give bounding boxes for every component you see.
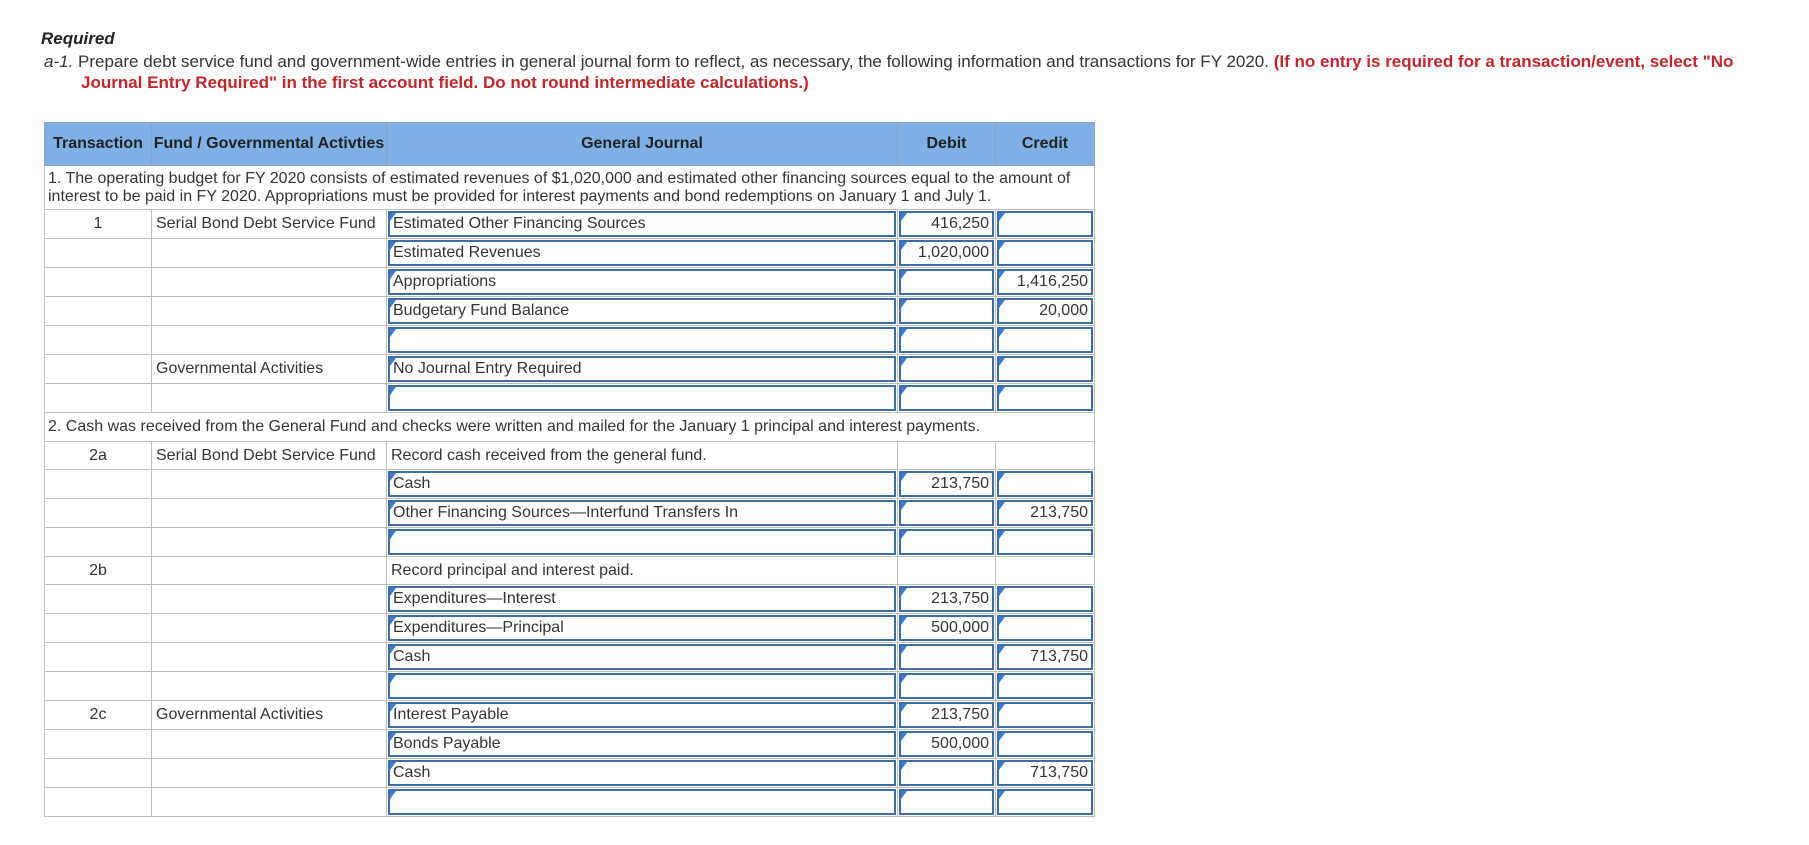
fund-cell: [152, 499, 387, 528]
credit-field[interactable]: 713,750: [997, 760, 1093, 786]
transaction-cell: [45, 326, 152, 355]
account-cell: [387, 614, 898, 643]
credit-cell: [996, 499, 1095, 528]
debit-field[interactable]: [899, 269, 994, 295]
transaction-cell: [45, 614, 152, 643]
transaction-cell: [45, 355, 152, 384]
account-cell: [387, 788, 898, 817]
account-field[interactable]: Estimated Other Financing Sources: [388, 211, 896, 237]
account-field[interactable]: Cash: [388, 644, 896, 670]
table-row: [45, 585, 1095, 614]
transaction-cell: [45, 759, 152, 788]
account-field[interactable]: Other Financing Sources—Interfund Transfers In: [388, 500, 896, 526]
table-row: [45, 499, 1095, 528]
account-cell: [387, 355, 898, 384]
account-field[interactable]: Cash: [388, 760, 896, 786]
account-cell: [387, 499, 898, 528]
account-cell: [387, 239, 898, 268]
transaction-cell: [45, 499, 152, 528]
account-field[interactable]: Expenditures—Principal: [388, 615, 896, 641]
credit-cell: [996, 268, 1095, 297]
transaction-cell: 2c: [45, 701, 152, 730]
debit-field[interactable]: [899, 673, 994, 699]
account-field[interactable]: Appropriations: [388, 269, 896, 295]
fund-cell: [152, 759, 387, 788]
debit-cell: [898, 499, 996, 528]
debit-cell: [898, 585, 996, 614]
account-cell: [387, 470, 898, 499]
table-row: [45, 355, 1095, 384]
debit-field[interactable]: 213,750: [899, 702, 994, 728]
debit-field[interactable]: [899, 298, 994, 324]
fund-cell: Serial Bond Debt Service Fund: [152, 210, 387, 239]
credit-cell: [996, 210, 1095, 239]
account-cell: [387, 643, 898, 672]
credit-cell: [996, 384, 1095, 413]
credit-field[interactable]: [997, 327, 1093, 353]
debit-field[interactable]: 1,020,000: [899, 240, 994, 266]
credit-cell: [996, 528, 1095, 557]
credit-field[interactable]: [997, 240, 1093, 266]
table-row: [45, 730, 1095, 759]
fund-cell: [152, 557, 387, 585]
debit-cell: [898, 384, 996, 413]
table-row: [45, 528, 1095, 557]
debit-cell: [898, 701, 996, 730]
table-row: [45, 557, 1095, 585]
general-journal-table: [44, 122, 1095, 817]
journal-note: Record cash received from the general fund.: [387, 442, 898, 470]
credit-cell: [996, 614, 1095, 643]
fund-cell: [152, 528, 387, 557]
account-cell: [387, 701, 898, 730]
credit-cell: [996, 788, 1095, 817]
fund-cell: [152, 239, 387, 268]
account-field[interactable]: [388, 529, 896, 555]
debit-cell: [898, 268, 996, 297]
col-header-transaction: Transaction: [45, 123, 152, 166]
debit-cell: [898, 759, 996, 788]
debit-cell: [898, 297, 996, 326]
transaction-cell: [45, 730, 152, 759]
table-row: [45, 297, 1095, 326]
credit-field[interactable]: [997, 356, 1093, 382]
fund-cell: [152, 384, 387, 413]
fund-cell: [152, 268, 387, 297]
fund-cell: [152, 326, 387, 355]
credit-field[interactable]: [997, 211, 1093, 237]
account-cell: [387, 672, 898, 701]
col-header-fund: Fund / Governmental Activties: [152, 123, 387, 166]
transaction-cell: [45, 788, 152, 817]
instruction-note-1: (If no entry is required for a transaction/event, select "No: [1273, 52, 1734, 71]
debit-field[interactable]: [899, 385, 994, 411]
debit-cell: [898, 528, 996, 557]
account-cell: [387, 268, 898, 297]
account-field[interactable]: Expenditures—Interest: [388, 586, 896, 612]
table-row: [45, 788, 1095, 817]
debit-cell: [898, 355, 996, 384]
credit-cell: [996, 470, 1095, 499]
account-field[interactable]: No Journal Entry Required: [388, 356, 896, 382]
instruction-text: Prepare debt service fund and government-wide entries in general journal form to reflect, as necessary, the following information and transactions for FY 2020.: [78, 52, 1269, 71]
table-row: [45, 326, 1095, 355]
debit-cell: [898, 557, 996, 585]
credit-field[interactable]: [997, 586, 1093, 612]
transaction-cell: 2b: [45, 557, 152, 585]
credit-field[interactable]: 213,750: [997, 500, 1093, 526]
debit-cell: [898, 239, 996, 268]
fund-cell: [152, 788, 387, 817]
fund-cell: Governmental Activities: [152, 701, 387, 730]
table-row: [45, 210, 1095, 239]
account-field[interactable]: [388, 789, 896, 815]
table-row: [45, 759, 1095, 788]
account-field[interactable]: [388, 673, 896, 699]
debit-cell: [898, 470, 996, 499]
credit-field[interactable]: [997, 385, 1093, 411]
table-header-row: [45, 123, 1095, 166]
fund-cell: [152, 643, 387, 672]
transaction-cell: [45, 268, 152, 297]
debit-cell: [898, 643, 996, 672]
debit-field[interactable]: [899, 529, 994, 555]
col-header-debit: Debit: [898, 123, 996, 166]
debit-cell: [898, 210, 996, 239]
table-row: [45, 470, 1095, 499]
account-cell: [387, 210, 898, 239]
table-row: [45, 384, 1095, 413]
credit-cell: [996, 643, 1095, 672]
credit-field[interactable]: [997, 789, 1093, 815]
fund-cell: [152, 730, 387, 759]
credit-field[interactable]: 20,000: [997, 298, 1093, 324]
account-field[interactable]: Bonds Payable: [388, 731, 896, 757]
account-field[interactable]: [388, 327, 896, 353]
instructions: [44, 51, 1804, 93]
debit-field[interactable]: 213,750: [899, 586, 994, 612]
fund-cell: [152, 614, 387, 643]
section-description: 1. The operating budget for FY 2020 consists of estimated revenues of $1,020,000 and estimated other financing sources equal to the amount of interest to be paid in FY 2020. Appropriations must be provided for interest payments and bond redemptions on January 1 and July 1.: [45, 166, 1095, 210]
credit-field[interactable]: [997, 529, 1093, 555]
section-description-row: [45, 166, 1095, 210]
table-row: [45, 643, 1095, 672]
fund-cell: [152, 297, 387, 326]
transaction-cell: [45, 297, 152, 326]
credit-cell: [996, 355, 1095, 384]
table-row: [45, 701, 1095, 730]
credit-field[interactable]: 1,416,250: [997, 269, 1093, 295]
debit-cell: [898, 442, 996, 470]
credit-field[interactable]: [997, 471, 1093, 497]
credit-field[interactable]: [997, 673, 1093, 699]
debit-cell: [898, 672, 996, 701]
fund-cell: [152, 585, 387, 614]
debit-field[interactable]: [899, 644, 994, 670]
debit-field[interactable]: 500,000: [899, 731, 994, 757]
credit-cell: [996, 442, 1095, 470]
debit-field[interactable]: 500,000: [899, 615, 994, 641]
credit-field[interactable]: [997, 731, 1093, 757]
table-row: [45, 442, 1095, 470]
debit-cell: [898, 788, 996, 817]
account-cell: [387, 297, 898, 326]
credit-field[interactable]: 713,750: [997, 644, 1093, 670]
credit-cell: [996, 297, 1095, 326]
debit-field[interactable]: 416,250: [899, 211, 994, 237]
table-row: [45, 614, 1095, 643]
credit-cell: [996, 326, 1095, 355]
col-header-general-journal: General Journal: [387, 123, 898, 166]
debit-field[interactable]: [899, 760, 994, 786]
required-heading: Required: [41, 29, 115, 48]
credit-cell: [996, 759, 1095, 788]
transaction-cell: [45, 239, 152, 268]
credit-field[interactable]: [997, 615, 1093, 641]
fund-cell: Serial Bond Debt Service Fund: [152, 442, 387, 470]
credit-cell: [996, 730, 1095, 759]
table-row: [45, 672, 1095, 701]
debit-field[interactable]: [899, 356, 994, 382]
fund-cell: Governmental Activities: [152, 355, 387, 384]
section-description-row: [45, 413, 1095, 442]
debit-field[interactable]: 213,750: [899, 471, 994, 497]
credit-field[interactable]: [997, 702, 1093, 728]
credit-cell: [996, 672, 1095, 701]
transaction-cell: [45, 470, 152, 499]
debit-field[interactable]: [899, 789, 994, 815]
account-cell: [387, 730, 898, 759]
fund-cell: [152, 470, 387, 499]
credit-cell: [996, 701, 1095, 730]
table-row: [45, 239, 1095, 268]
col-header-credit: Credit: [996, 123, 1095, 166]
account-field[interactable]: [388, 385, 896, 411]
transaction-cell: 1: [45, 210, 152, 239]
transaction-cell: 2a: [45, 442, 152, 470]
credit-cell: [996, 585, 1095, 614]
account-field[interactable]: Cash: [388, 471, 896, 497]
debit-cell: [898, 730, 996, 759]
transaction-cell: [45, 585, 152, 614]
part-tag: a-1.: [44, 52, 74, 71]
account-cell: [387, 585, 898, 614]
transaction-cell: [45, 528, 152, 557]
account-field[interactable]: Estimated Revenues: [388, 240, 896, 266]
account-cell: [387, 326, 898, 355]
debit-cell: [898, 326, 996, 355]
transaction-cell: [45, 384, 152, 413]
account-cell: [387, 384, 898, 413]
account-cell: [387, 759, 898, 788]
account-cell: [387, 528, 898, 557]
section-description: 2. Cash was received from the General Fund and checks were written and mailed for the January 1 principal and interest payments.: [45, 413, 1095, 442]
transaction-cell: [45, 672, 152, 701]
journal-body: [45, 166, 1095, 817]
table-row: [45, 268, 1095, 297]
credit-cell: [996, 239, 1095, 268]
journal-note: Record principal and interest paid.: [387, 557, 898, 585]
account-field[interactable]: Interest Payable: [388, 702, 896, 728]
credit-cell: [996, 557, 1095, 585]
fund-cell: [152, 672, 387, 701]
debit-field[interactable]: [899, 327, 994, 353]
instruction-note-2: Journal Entry Required" in the first account field. Do not round intermediate calculations.): [81, 73, 809, 92]
transaction-cell: [45, 643, 152, 672]
debit-field[interactable]: [899, 500, 994, 526]
debit-cell: [898, 614, 996, 643]
account-field[interactable]: Budgetary Fund Balance: [388, 298, 896, 324]
